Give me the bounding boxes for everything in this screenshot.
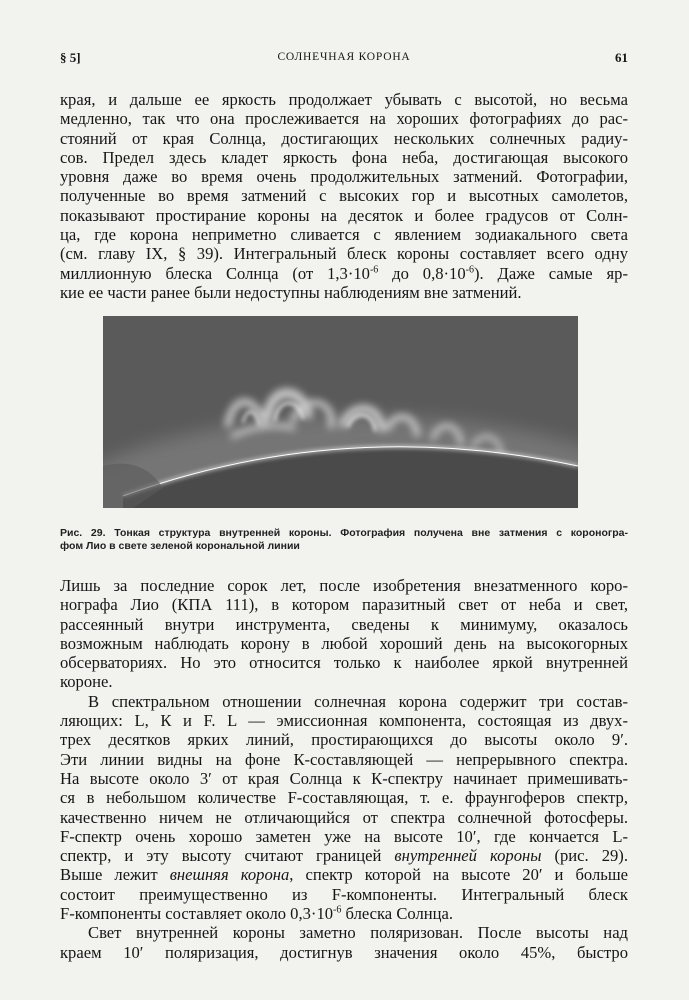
text-line: сов. Предел здесь кладет яркость фона неба, достигающая высокого (60, 147, 628, 167)
text-line: ляющих: L, К и F. L — эмиссионная компонента, состоящая из двух- (60, 711, 628, 731)
text-fragment: F-компоненты составляет около 0,3·10 (60, 904, 334, 924)
text-line: состоит преимущественно из F-компоненты. Интегральный блеск (60, 884, 628, 904)
page-header (60, 50, 628, 72)
text-fragment: , спектр которой на высоте 20′ и больше (289, 865, 628, 885)
text-line: На высоте около 3′ от края Солнца к К-спектру начинает примешивать- (60, 768, 628, 788)
text-line: нографа Лио (КПА 111), в котором паразитный свет от неба и свет, (60, 595, 628, 615)
running-title: СОЛНЕЧНАЯ КОРОНА (277, 51, 411, 63)
text-line: уровня даже во время очень продолжительных затмений. Фотографии, (60, 167, 628, 187)
exponent: -6 (465, 264, 474, 276)
text-fragment: блеска Солнца. (341, 904, 454, 924)
text-line: рассеянный внутри инструмента, сведены к минимуму, оказалось (60, 614, 628, 634)
exponent: -6 (333, 904, 342, 916)
text-line: Свет внутренней короны заметно поляризован. После высоты над (88, 923, 628, 943)
text-fragment: миллионную блеска Солнца (от 1,3·10 (60, 263, 370, 283)
body-text-lower (60, 576, 628, 962)
caption-line: фом Лио в свете зеленой корональной линии (60, 540, 300, 552)
text-fragment: ). Даже самые яр- (474, 263, 628, 283)
text-line: краем 10′ поляризация, достигнув значения около 45%, быстро (60, 942, 628, 962)
italic-term: внешняя корона (169, 865, 290, 885)
corona-photograph (103, 316, 578, 508)
text-line: стояний от края Солнца, достигающих нескольких солнечных радиу- (60, 128, 628, 148)
text-line: F-спектр очень хорошо заметен уже на высоте 10′, где кончается L- (60, 826, 628, 846)
caption-line: Рис. 29. Тонкая структура внутренней короны. Фотография получена вне затмения с короногра- (60, 527, 628, 539)
text-line: ся в небольшом количестве F-составляющая, т. е. фраунгоферов спектр, (60, 788, 628, 808)
text-line (60, 846, 628, 865)
text-fragment: (рис. 29). (541, 846, 628, 866)
text-line: Эти линии видны на фоне К-составляющей — непрерывного спектра. (60, 749, 628, 769)
text-line: В спектральном отношении солнечная корона содержит три состав- (88, 691, 628, 711)
section-marker: § 5] (60, 50, 81, 65)
text-line: полученные во время затмений с высоких гор и высотных самолетов, (60, 186, 628, 206)
text-line: качественно ничем не отличающийся от спектра солнечной фотосферы. (60, 807, 628, 827)
text-line: обсерваториях. Но это относится только к наиболее яркой внутренней (60, 653, 628, 673)
text-line: медленно, так что она прослеживается на хороших фотографиях до рас- (60, 109, 628, 129)
text-line: кие ее части ранее были недоступны наблюдениям вне затмений. (60, 282, 522, 302)
text-fragment: спектр, и эту высоту считают границей (60, 846, 395, 866)
text-fragment: Выше лежит (60, 865, 170, 885)
exponent: -6 (369, 264, 379, 276)
text-line (60, 264, 628, 283)
text-line: Лишь за последние сорок лет, после изобретения внезатменного коро- (60, 576, 628, 595)
text-line (60, 904, 628, 923)
text-line: (см. главу IX, § 39). Интегральный блеск короны составляет всего одну (60, 244, 628, 264)
corona-photo-graphic (103, 316, 578, 508)
text-fragment: до 0,8·10 (378, 263, 466, 283)
text-line: ца, где корона неприметно сливается с явлением зодиакального света (60, 225, 628, 245)
text-line: показывают простирание короны на десяток и более градусов от Солн- (60, 205, 628, 225)
figure-caption (60, 527, 628, 553)
text-line: возможным наблюдать корону в любой хороший день на высокогорных (60, 633, 628, 653)
text-line: края, и дальше ее яркость продолжает убывать с высотой, но весьма (60, 90, 628, 109)
italic-term: внутренней короны (394, 846, 542, 866)
text-line (60, 865, 628, 884)
page-number: 61 (615, 50, 628, 65)
text-line: короне. (60, 672, 113, 692)
paragraph-1 (60, 90, 628, 302)
text-line: трех десятков ярких линий, простирающихся до высоты около 9′. (60, 730, 628, 750)
